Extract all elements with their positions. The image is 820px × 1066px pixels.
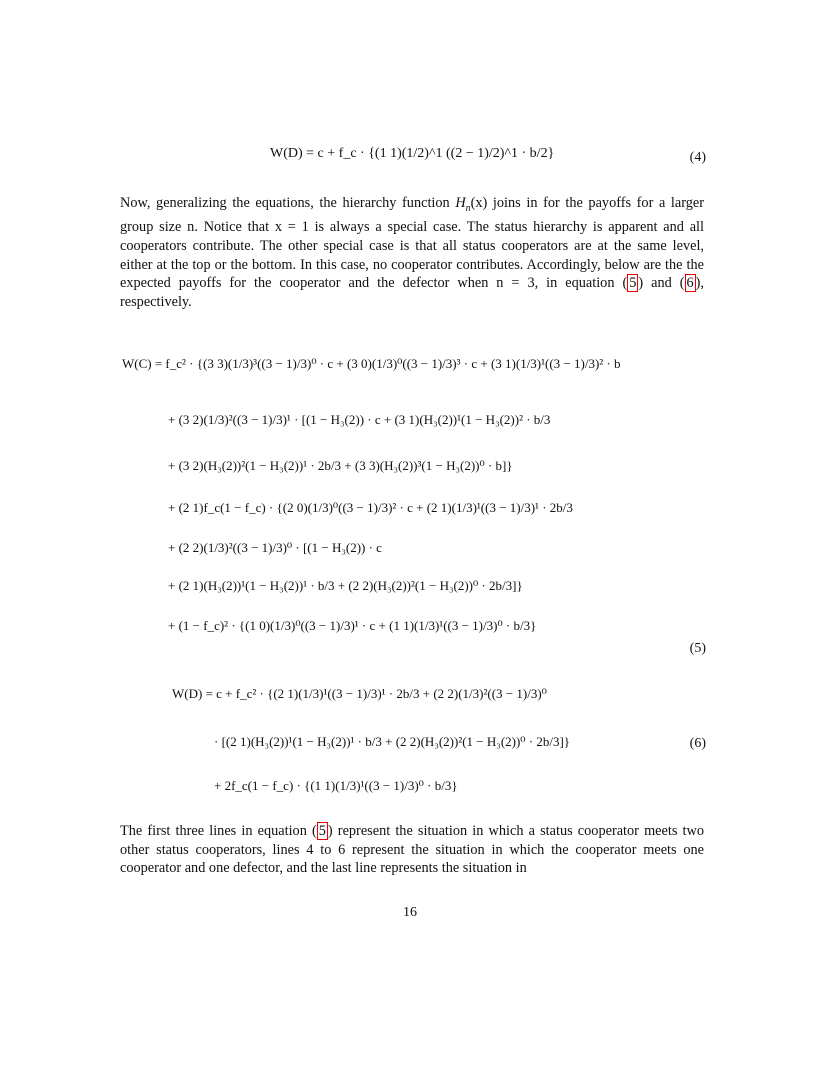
equation-5-line-3: + (3 2)(H₃(2))²(1 − H₃(2))¹ · 2b/3 + (3 3)(H₃(2))³(1 − H₃(2))⁰ · b]} (168, 458, 513, 473)
paragraph-2: The first three lines in equation ( 5 ) represent the situation in which a status cooperator meets two other status cooperators, lines 4 to 6 represent the situation in which the cooperator meets one cooperator and one defector, and the last line represents the situation in (120, 823, 704, 877)
page-number: 16 (403, 905, 417, 920)
equation-5-ref[interactable]: 5 (629, 275, 637, 292)
equation-4 (270, 146, 554, 162)
equation-5-line-2: + (3 2)(1/3)²((3 − 1)/3)¹ · [(1 − H₃(2)) · c + (3 1)(H₃(2))¹(1 − H₃(2))² · b/3 (168, 412, 551, 427)
equation-5-line-4: + (2 1)f_c(1 − f_c) · {(2 0)(1/3)⁰((3 − 1)/3)² · c + (2 1)(1/3)¹((3 − 1)/3)¹ · 2b/3 (168, 500, 573, 515)
equation-5-number: (5) (689, 641, 706, 656)
equation-6-ref[interactable]: 6 (686, 275, 694, 292)
equation-6-line-3: + 2f_c(1 − f_c) · {(1 1)(1/3)¹((3 − 1)/3)⁰ · b/3} (214, 778, 458, 793)
equation-4-number: (4) (689, 150, 706, 165)
equation-4-text: W(D) = c + f_c · {(1 1)(1/2)^1 ((2 − 1)/2)^1 · b/2} (270, 146, 555, 161)
equation-5-line-1: W(C) = f_c² · {(3 3)(1/3)³((3 − 1)/3)⁰ · c + (3 0)(1/3)⁰((3 − 1)/3)³ · c + (3 1)(1/3)¹((3 − 1)/3)² · b (122, 356, 621, 371)
equation-5-ref-2[interactable]: 5 (318, 823, 326, 839)
equation-6-line-2: · [(2 1)(H₃(2))¹(1 − H₃(2))¹ · b/3 + (2 2)(H₃(2))²(1 − H₃(2))⁰ · 2b/3]} (214, 734, 571, 749)
paragraph-1: Now, generalizing the equations, the hierarchy function $H_n(x)$ joins in for the payoffs for a larger group size n. Notice that x = 1 is always a special case. The status hierarchy is apparent and all cooperators contribute. The other special case is that all status cooperators are at the same level, either at the top or the bottom. In this case, no cooperator contributes. Accordingly, below are the the expected payoffs for the cooperator and the defector when n = 3, in equation ( 5 ) and ( 6 ), respectively. (120, 195, 704, 310)
equation-5-line-7: + (1 − f_c)² · {(1 0)(1/3)⁰((3 − 1)/3)¹ · c + (1 1)(1/3)¹((3 − 1)/3)⁰ · b/3} (168, 618, 537, 633)
equation-6-line-1: W(D) = c + f_c² · {(2 1)(1/3)¹((3 − 1)/3)¹ · 2b/3 + (2 2)(1/3)²((3 − 1)/3)⁰ (172, 686, 547, 701)
equation-6-number: (6) (689, 736, 706, 751)
equation-5-line-6: + (2 1)(H₃(2))¹(1 − H₃(2))¹ · b/3 + (2 2)(H₃(2))²(1 − H₃(2))⁰ · 2b/3]} (168, 578, 523, 593)
equation-5-line-5: + (2 2)(1/3)²((3 − 1)/3)⁰ · [(1 − H₃(2)) · c (168, 540, 382, 555)
